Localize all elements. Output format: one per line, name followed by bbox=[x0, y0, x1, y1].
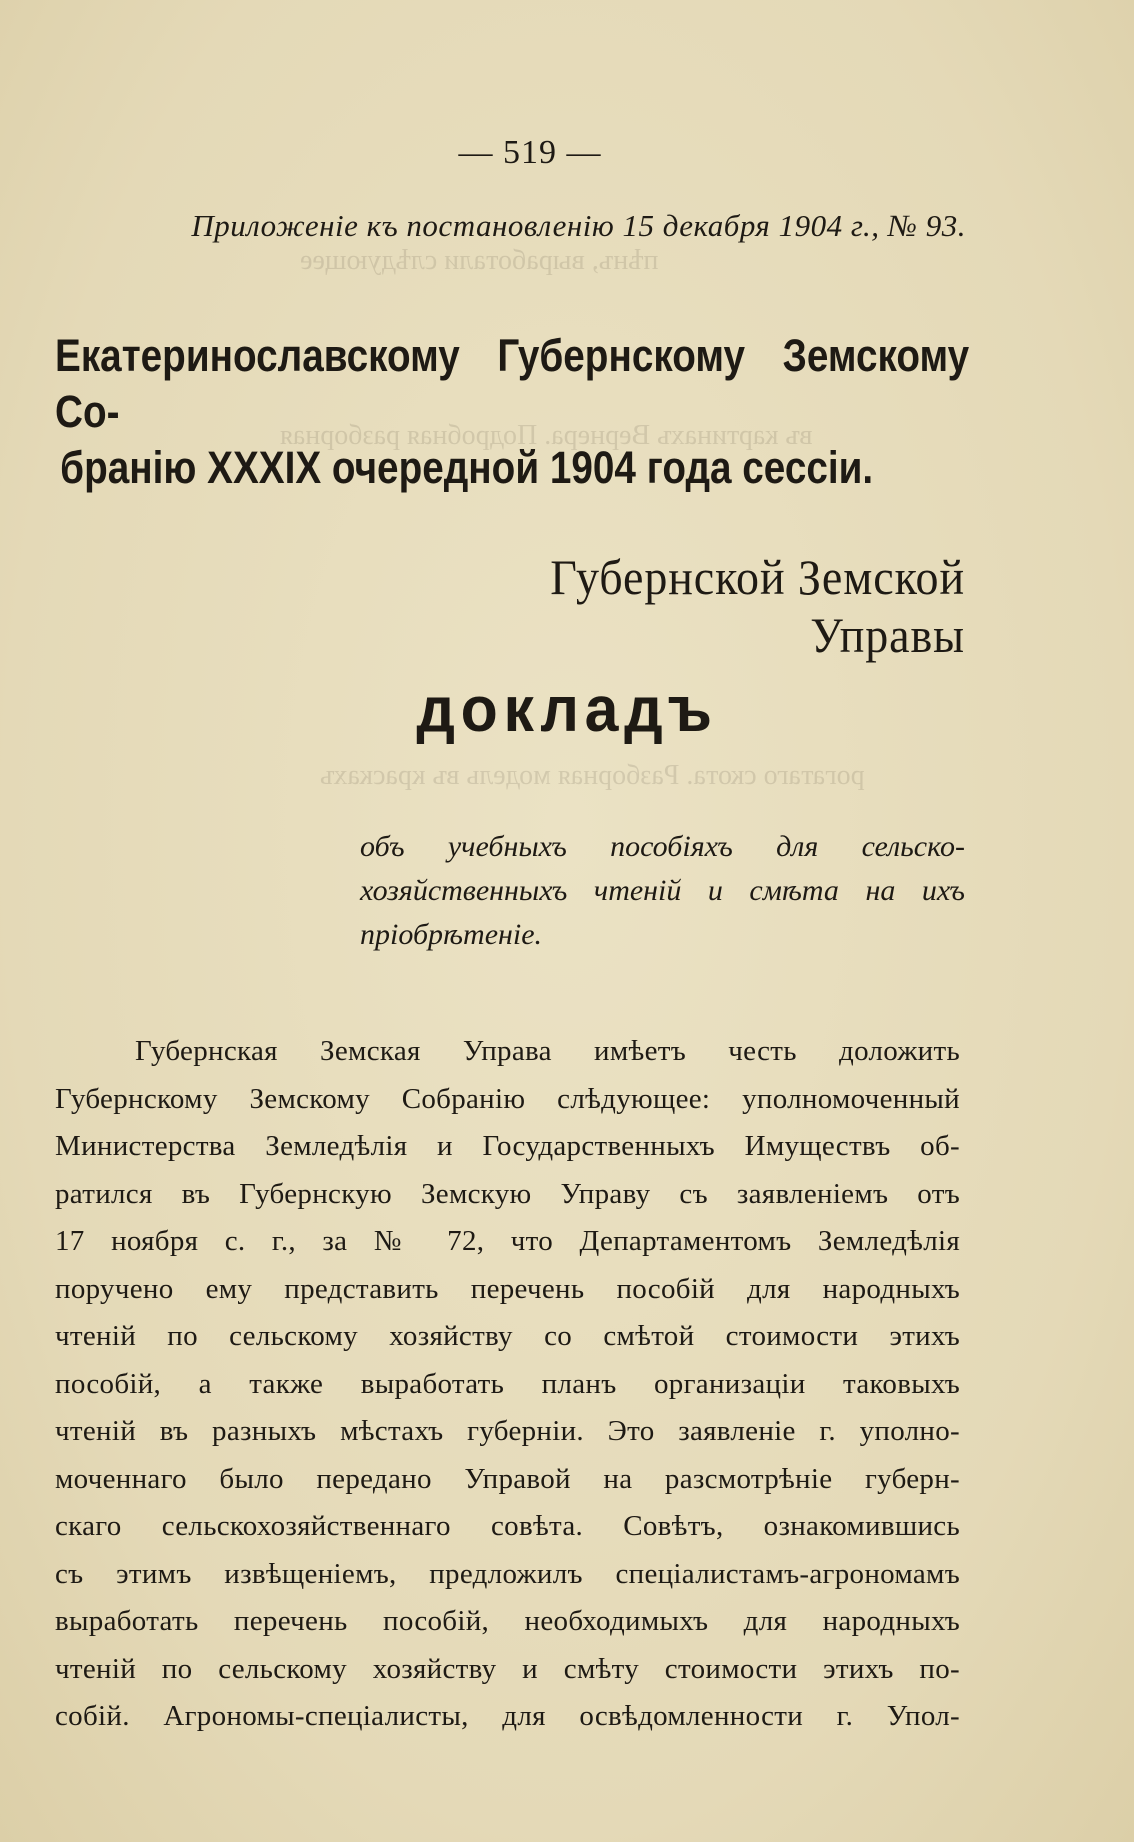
body-line: Министерства Земледѣлія и Государственныхъ Имуществъ об- bbox=[55, 1130, 960, 1162]
body-line: 17 ноября с. г., за № 72, что Департаментомъ Земледѣлія bbox=[55, 1225, 960, 1257]
body-line: съ этимъ извѣщеніемъ, предложилъ спеціалистамъ-агрономамъ bbox=[55, 1557, 960, 1590]
body-paragraph bbox=[55, 1028, 960, 1741]
show-through-text: рогатаго скота. Разборная модель въ краскахъ bbox=[320, 760, 865, 791]
body-line: ратился въ Губернскую Земскую Управу съ заявленіемъ отъ bbox=[55, 1177, 960, 1210]
body-line: чтеній по сельскому хозяйству со смѣтой стоимости этихъ bbox=[55, 1320, 960, 1352]
subject-line: пріобрѣтеніе. bbox=[360, 918, 543, 951]
heading-line-1: Екатеринославскому Губернскому Земскому Со- bbox=[55, 330, 970, 437]
page-number: — 519 — bbox=[458, 134, 602, 171]
issuing-authority: Губернской Земской Управы bbox=[550, 549, 965, 663]
appendix-note: Приложеніе къ постановленію 15 декабря 1904 г., № 93. bbox=[191, 208, 966, 243]
body-line: чтеній въ разныхъ мѣстахъ губерніи. Это заявленіе г. уполно- bbox=[55, 1415, 960, 1447]
body-line: скаго сельскохозяйственнаго совѣта. Совѣтъ, ознакомившись bbox=[55, 1510, 960, 1542]
subject-line: хозяйственныхъ чтеній и смѣта на ихъ bbox=[360, 874, 965, 907]
body-line: выработать перечень пособій, необходимыхъ для народныхъ bbox=[55, 1605, 960, 1637]
heading-line-2: бранію XXXIX очередной 1904 года сессіи. bbox=[60, 442, 874, 493]
show-through-text: пѣнъ, выработали слѣдующее bbox=[300, 245, 659, 276]
body-line: собій. Агрономы-спеціалисты, для освѣдомленности г. Упол- bbox=[55, 1700, 960, 1732]
document-heading bbox=[55, 328, 969, 496]
body-line: Губернскому Земскому Собранію слѣдующее: уполномоченный bbox=[55, 1082, 960, 1115]
body-line: чтеній по сельскому хозяйству и смѣту стоимости этихъ по- bbox=[55, 1652, 960, 1685]
document-type-title: докладъ bbox=[416, 673, 718, 745]
subject-line: объ учебныхъ пособіяхъ для сельско- bbox=[360, 830, 965, 863]
show-through-text: въ картинахъ Вернера. Подробная разборная bbox=[280, 420, 813, 451]
body-line: Губернская Земская Управа имѣетъ честь доложить bbox=[135, 1035, 960, 1067]
body-line: пособій, а также выработать планъ организаціи таковыхъ bbox=[55, 1367, 960, 1400]
body-line: моченнаго было передано Управой на разсмотрѣніе губерн- bbox=[55, 1462, 960, 1495]
report-subject bbox=[360, 825, 965, 957]
body-line: поручено ему представить перечень пособій для народныхъ bbox=[55, 1272, 960, 1305]
